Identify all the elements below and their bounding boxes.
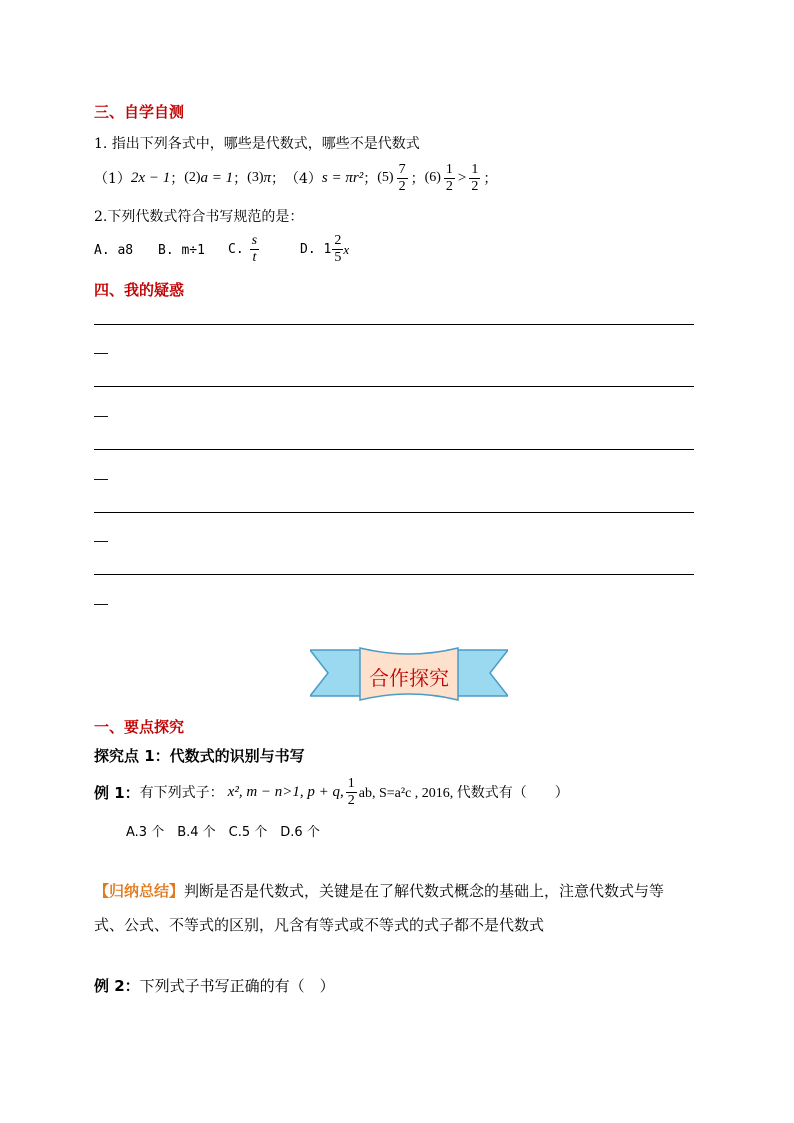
- item-4-label: （4）: [285, 171, 322, 187]
- answer-line-tail-2: —: [94, 407, 108, 423]
- item-4-expr: s = πr²: [321, 169, 364, 186]
- cooperative-exploration-banner: [310, 644, 508, 706]
- example-1-intro: 有下列式子：: [139, 785, 224, 801]
- item-5-numerator: 7: [398, 161, 406, 177]
- item-2-expr: a = 1: [200, 169, 234, 186]
- answer-line-1: [94, 324, 694, 325]
- option-d-fraction: [332, 233, 343, 266]
- item-5-denominator: 2: [398, 178, 406, 194]
- item-6-fraction-right: [469, 162, 480, 195]
- answer-line-tail-4: —: [94, 532, 108, 548]
- example-2: [94, 975, 335, 996]
- item-6-right-denominator: 2: [471, 178, 479, 194]
- item-5-fraction: [397, 162, 408, 195]
- item-1-expr: 2x − 1: [130, 169, 171, 186]
- option-c-label: C.: [228, 242, 244, 257]
- item-3-expr: π: [263, 169, 271, 186]
- separator: ；: [410, 171, 425, 187]
- exploration-point-1: 探究点 1：代数式的识别与书写: [94, 747, 305, 765]
- question-1-items: [94, 158, 497, 198]
- example-2-label: 例 2：: [94, 977, 140, 995]
- item-6-right-numerator: 1: [471, 161, 479, 177]
- option-c-numerator: s: [251, 233, 258, 248]
- example-1-fraction-denominator: 2: [347, 792, 355, 808]
- section-heading-key-points: 一、要点探究: [94, 718, 185, 736]
- question-1: 1. 指出下列各式中，哪些是代数式，哪些不是代数式: [94, 136, 420, 152]
- answer-line-3: [94, 449, 694, 450]
- summary-text-1: 判断是否是代数式，关键是在了解代数式概念的基础上，注意代数式与等: [184, 882, 665, 900]
- answer-line-tail-1: —: [94, 344, 108, 360]
- item-1-label: （1）: [94, 171, 131, 187]
- greater-than-sign: >: [457, 169, 467, 186]
- option-c-denominator: t: [252, 250, 257, 265]
- question-2: 2.下列代数式符合书写规范的是：: [94, 209, 304, 225]
- answer-line-tail-5: —: [94, 595, 108, 611]
- summary-line-1: [94, 880, 664, 901]
- option-d-label: D. 1: [300, 242, 332, 257]
- option-d-variable: x: [343, 241, 350, 257]
- separator: ；: [271, 171, 285, 187]
- answer-line-5: [94, 574, 694, 575]
- answer-line-tail-3: —: [94, 470, 108, 486]
- separator: ；: [170, 171, 185, 187]
- option-c-fraction: [250, 233, 259, 266]
- example-1-rest: ab, S=a²c , 2016, 代数式有（ ）: [358, 786, 569, 801]
- example-1-fraction: [346, 776, 357, 809]
- option-d-numerator: 2: [334, 233, 342, 248]
- summary-tag: 【归纳总结】: [94, 882, 185, 900]
- example-1-fraction-numerator: 1: [347, 775, 355, 791]
- item-5-label: (5): [377, 170, 394, 185]
- section-heading-questions: 四、我的疑惑: [94, 281, 185, 299]
- answer-line-2: [94, 386, 694, 387]
- item-6-fraction-left: [444, 162, 455, 195]
- example-1-expressions: x², m − n>1, p + q,: [227, 783, 344, 800]
- item-6-left-numerator: 1: [445, 161, 453, 177]
- example-2-text: 下列式子书写正确的有（ ）: [139, 977, 335, 995]
- option-d: [300, 233, 349, 266]
- separator: ；: [233, 171, 248, 187]
- option-d-denominator: 5: [334, 250, 342, 265]
- answer-line-4: [94, 512, 694, 513]
- item-3-label: (3): [247, 170, 264, 185]
- separator: ；: [363, 171, 378, 187]
- option-b: B. m÷1: [158, 243, 205, 258]
- example-1-options: A.3 个 B.4 个 C.5 个 D.6 个: [126, 825, 320, 840]
- item-2-label: (2): [184, 170, 201, 185]
- item-6-left-denominator: 2: [445, 178, 453, 194]
- option-a: A. a8: [94, 243, 134, 258]
- separator: ；: [483, 171, 498, 187]
- item-6-label: (6): [424, 170, 441, 185]
- option-c: [228, 233, 259, 266]
- section-heading-self-test: 三、自学自测: [94, 103, 185, 121]
- example-1: [94, 772, 569, 812]
- banner-label: 合作探究: [369, 666, 449, 690]
- summary-text-2: 式、公式、不等式的区别，凡含有等式或不等式的式子都不是代数式: [94, 916, 545, 934]
- example-1-label: 例 1：: [94, 783, 140, 802]
